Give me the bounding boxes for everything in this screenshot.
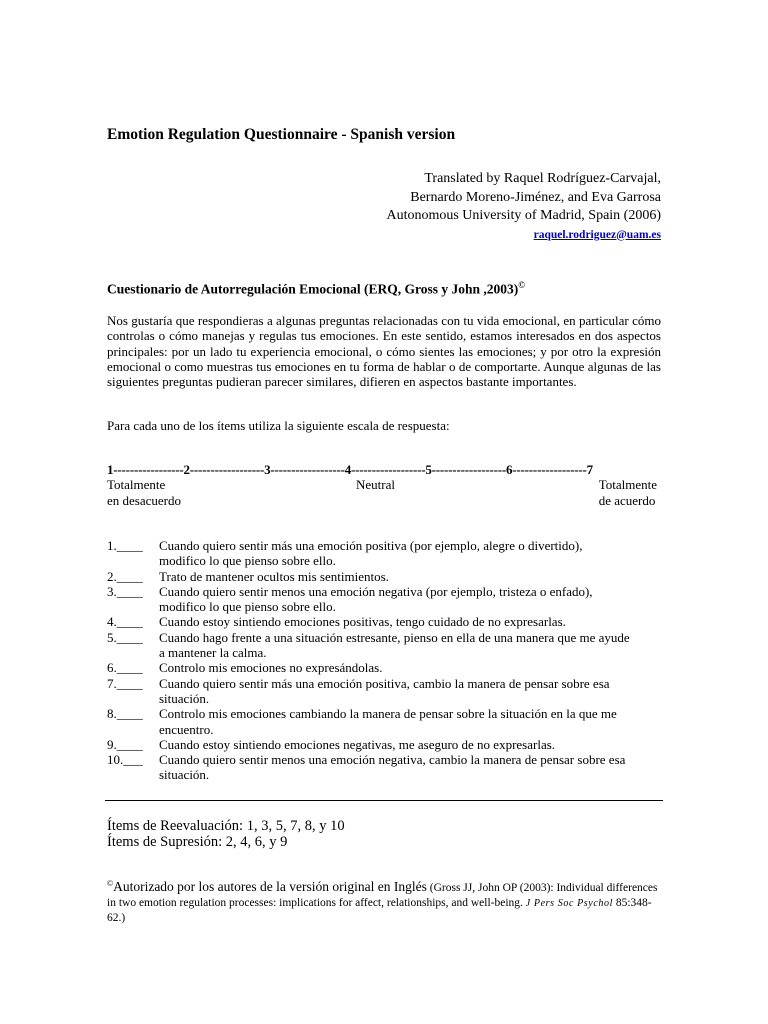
item-text: Cuando estoy sintiendo emociones negativas, me aseguro de no expresarlas. [159,736,556,752]
questionnaire-title [107,280,525,298]
item-text: Cuando quiero sentir más una emoción positiva, cambio la manera de pensar sobre esa situación. [159,675,610,706]
item-text: Trato de mantener ocultos mis sentimientos. [159,568,389,584]
item-text: Cuando quiero sentir más una emoción positiva (por ejemplo, alegre o divertido), modifico lo que pienso sobre ello. [159,538,583,569]
footnote-tail: 85:348-62.) [107,896,652,924]
reappraisal-items: Ítems de Reevaluación: 1, 3, 5, 7, 8, y 10 [107,818,345,834]
item-text: Cuando quiero sentir menos una emoción negativa, cambio la manera de pensar sobre esa situación. [159,752,626,783]
list-item [107,584,667,615]
item-answer-blank[interactable]: 10.___ [107,752,143,768]
suppression-items: Ítems de Supresión: 2, 4, 6, y 9 [107,834,288,850]
response-scale: 1-----------------2------------------3------------------4------------------5------------------6------------------7 [107,462,593,477]
credit-line: Translated by Raquel Rodríguez-Carvajal, [424,171,661,186]
list-item [107,614,667,629]
credit-line: Bernardo Moreno-Jiménez, and Eva Garrosa [410,189,661,205]
list-item [107,630,667,661]
item-list [107,538,667,783]
list-item [107,676,667,707]
list-item [107,660,667,675]
list-item [107,706,667,737]
item-text: Cuando hago frente a una situación estresante, pienso en ella de una manera que me ayude a mantener la calma. [159,629,630,661]
footnote [107,876,667,926]
scale-label-right: Totalmente de acuerdo [598,477,657,508]
footnote-citation: (Gross JJ, John OP (2003): Individual differences in two emotion regulation processes: implications for affect, relationships, and well-being. [107,881,658,909]
translation-credits [386,170,661,244]
document-title: Emotion Regulation Questionnaire - Spanish version [107,126,456,143]
questionnaire-title-text: Cuestionario de Autorregulación Emocional (ERQ, Gross y John ,2003) [107,281,519,297]
item-text: Controlo mis emociones no expresándolas. [159,660,383,676]
item-answer-blank[interactable]: 2.____ [107,568,143,584]
item-text: Cuando estoy sintiendo emociones positivas, tengo cuidado de no expresarlas. [159,614,566,630]
item-answer-blank[interactable]: 5.____ [107,629,143,645]
scale-label-left: Totalmente en desacuerdo [107,477,181,508]
copyright-mark: © [107,879,114,888]
scale-label-neutral: Neutral [356,477,395,492]
list-item [107,569,667,584]
instruction-text: Para cada uno de los ítems utiliza la siguiente escala de respuesta: [107,418,450,433]
item-answer-blank[interactable]: 3.____ [107,583,143,599]
list-item [107,752,667,783]
credit-line: Autonomous University of Madrid, Spain (2006) [386,208,661,223]
item-answer-blank[interactable]: 1.____ [107,538,143,553]
item-answer-blank[interactable]: 6.____ [107,660,143,676]
scale-labels [107,477,661,511]
email-link[interactable]: raquel.rodriguez@uam.es [533,228,661,241]
item-text: Controlo mis emociones cambiando la manera de pensar sobre la situación en la que me encuentro. [159,706,617,737]
footnote-lead: Autorizado por los autores de la versión original en Inglés [113,878,427,894]
list-item [107,737,667,752]
item-answer-blank[interactable]: 8.____ [107,706,143,722]
intro-paragraph: Nos gustaría que respondieras a algunas preguntas relacionadas con tu vida emocional, en particular cómo controlas o cómo manejas y regulas tus emociones. En este sentido, estamos interesados en dos aspectos principales: por un lado tu experiencia emocional, o cómo sientes las emociones; y por otro la expresión emocional o como muestras tus emociones en tu forma de hablar o de comportarte. Aunque algunas de las siguientes preguntas pudieran parecer similares, difieren en aspectos bastante importantes. [107,313,661,390]
copyright-mark: © [518,280,526,290]
item-answer-blank[interactable]: 7.____ [107,675,143,691]
item-answer-blank[interactable]: 4.____ [107,614,143,630]
footnote-journal: J Pers Soc Psychol [525,897,613,909]
item-text: Cuando quiero sentir menos una emoción negativa (por ejemplo, tristeza o enfado), modifico lo que pienso sobre ello. [159,583,593,615]
item-answer-blank[interactable]: 9.____ [107,736,143,752]
list-item [107,538,667,569]
scoring-key [107,818,345,850]
divider [105,800,663,801]
